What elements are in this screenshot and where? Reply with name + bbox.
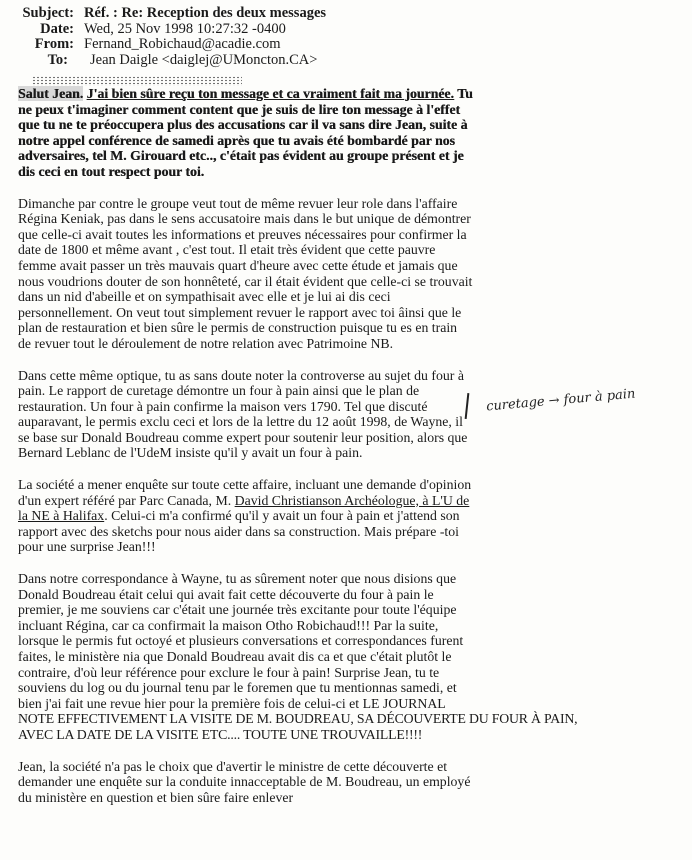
paragraph-1 (18, 86, 473, 180)
from-label: From: (34, 36, 74, 52)
date-label: Date: (40, 20, 74, 37)
expert-name: David Christianson Archéologue, à L'U de la NE à Halifax (18, 492, 470, 524)
paragraph-3: Dans cette même optique, tu as sans doute noter la controverse au sujet du four à pain. Le rapport de curetage démontre un four à pain ainsi que le plan de restauration. Un four à pain confirme la maison vers 1790. Tel que discuté auparavant, le permis exclu ceci et lors de la lettre du 12 août 1998, de Wayne, il se base sur Donald Boudreau comme expert pour soutenir leur position, alors que Bernard Leblanc de l'UdeM insiste qu'il y avait un four à pain. (18, 367, 468, 461)
paragraph-4-start: La société a mener enquête sur toute cette affaire, incluant une demande d'opinion d'un expert référé par Parc Canada, M. (18, 477, 472, 508)
from-row (0, 37, 692, 53)
subject-label: Subject: (22, 5, 74, 21)
subject-row (0, 6, 692, 22)
paragraph-5 (18, 571, 578, 743)
to-label: To: (47, 51, 68, 68)
date-value: Wed, 25 Nov 1998 10:27:32 -0400 (84, 20, 286, 37)
paragraph-1-rest: Tu ne peux t'imaginer comment content que je suis de lire ton message à l'effet que tu ne te préoccupera plus des accusations car il va sans dire Jean, suite à notre appel conférence de samedi après que tu avais été bombardé par nos adversaires, tel M. Girouard etc.., c'était pas évident au groupe présent et je dis ceci en tout respect pour toi. (18, 86, 473, 179)
paragraph-5-caps-line-2: AVEC LA DATE DE LA VISITE ETC.... TOUTE UNE TROUVAILLE!!!! (18, 726, 423, 742)
date-row (0, 22, 692, 38)
email-header (0, 6, 692, 68)
greeting: Salut Jean. (18, 86, 84, 101)
to-row (0, 53, 692, 69)
margin-bracket (465, 393, 469, 419)
from-value: Fernand_Robichaud@acadie.com (84, 36, 281, 52)
margin-note-text: curetage → four à pain (485, 386, 636, 415)
handwritten-margin-note (466, 386, 686, 425)
subject-value: Réf. : Re: Reception des deux messages (84, 5, 327, 21)
paragraph-2: Dimanche par contre le groupe veut tout de même revuer leur role dans l'affaire Régina Keniak, pas dans le sens accusatoire mais dans le but unique de démontrer que celle-ci avait toutes les informations et preuves nécessaires pour confirmer la date de 1800 et même avant , c'est tout. Il etait très évident que cette pauvre femme avait passer un très mauvais quart d'heure avec cette étude et jamais que nous voudrions douter de son honnêteté, car il était évident que celle-ci se trouvait dans un nid d'abeille et on sympathisait avec elle et je lui ai dis ceci personnellement. On veut tout simplement revuer le rapport avec toi âinsi que le plan de restauration et bien sûre le permis de construction puisque tu es en train de revuer tout le déroulement de notre relation avec Patrimoine NB. (18, 195, 473, 351)
paragraph-5-caps-line-1: NOTE EFFECTIVEMENT LA VISITE DE M. BOUDREAU, SA DÉCOUVERTE DU FOUR À PAIN, (18, 711, 578, 727)
to-value: Jean Daigle <daiglej@UMoncton.CA> (90, 51, 318, 68)
paragraph-6: Jean, la société n'a pas le choix que d'avertir le ministre de cette découverte et demander une enquête sur la conduite innacceptable de M. Boudreau, un employé du ministère en question et bien sûre faire enlever (18, 758, 471, 805)
paragraph-4 (18, 477, 473, 555)
paragraph-5-text: Dans notre correspondance à Wayne, tu as sûrement noter que nous disions que Donald Boudreau était celui qui avait fait cette découverte du four à pain le premier, je me souviens car c'était une journée très excitante pour toute l'équipe incluant Régina, car ca confirmait la maison Otho Robichaud!!! Par la suite, lorsque le permis fut octoyé et plusieurs conversations et correspondances furent faites, le ministère nia que Donald Boudreau avait dis ca et que c'était plutôt le contraire, d'où leur référence pour exclure le four à pain! Surprise Jean, tu te souviens du log ou du journal tenu par le foremen que tu mentionnas samedi, et bien j'ai fait une revue hier pour la première fois de celui-ci et LE JOURNAL (18, 571, 464, 711)
paragraph-4-end: . Celui-ci m'a confirmé qu'il y avait un four à pain et j'attend son rapport avec des sketchs pour nous aider dans sa construction. Mais prépare -toi pour une surprise Jean!!! (18, 508, 460, 555)
redaction-mark (32, 76, 242, 86)
lead-sentence: J'ai bien sûre reçu ton message et ca vraiment fait ma journée. (86, 86, 454, 101)
